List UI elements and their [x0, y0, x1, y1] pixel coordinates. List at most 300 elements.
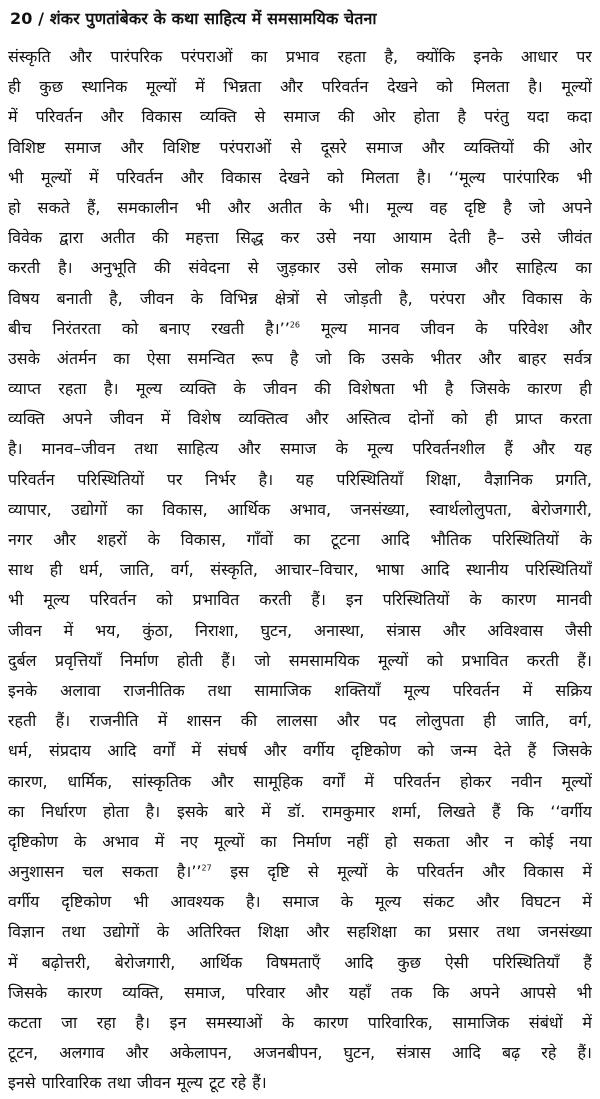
word: समाज	[279, 439, 317, 459]
word: दृष्टिकोण	[61, 892, 112, 912]
text-line	[8, 646, 592, 676]
word: टूटना	[330, 530, 361, 549]
word: में	[160, 409, 171, 429]
word: की	[314, 379, 331, 399]
word: आयाम	[392, 228, 432, 248]
word: अजनबीपन,	[253, 1043, 323, 1063]
word: अपने	[62, 409, 93, 429]
word: प्राप्त	[515, 409, 543, 429]
word: समस्याओं	[205, 1013, 263, 1032]
word: है।	[245, 892, 261, 912]
word: में	[157, 711, 168, 731]
word: करता	[559, 409, 592, 429]
word: अविश्वास	[487, 620, 544, 640]
footnote-ref: 27	[201, 863, 212, 873]
word: सकता	[121, 862, 159, 882]
word: संत्रास	[386, 620, 421, 640]
word: है	[444, 379, 454, 399]
word: है।	[416, 167, 432, 187]
word: जनसंख्या	[537, 922, 592, 942]
word: और	[442, 620, 466, 640]
word: मिलता	[471, 77, 510, 97]
word: बीच	[8, 318, 32, 338]
word: पारंपारिक	[502, 167, 559, 187]
word: आर्थिक	[199, 952, 243, 972]
word: व्यक्तियों	[463, 137, 514, 157]
word: अंतर्मन	[56, 348, 97, 368]
word: जोड़ती	[344, 288, 383, 308]
word: और	[280, 77, 303, 97]
word: व्यक्ति	[179, 379, 217, 399]
word: रहता	[58, 379, 87, 399]
word: नवीन	[511, 771, 542, 791]
word: आर्थिक	[227, 499, 271, 519]
word: जुड़कार	[276, 258, 320, 278]
word: परिवर्तन	[8, 469, 55, 489]
word: में	[191, 741, 202, 761]
word: डॉ.	[287, 801, 306, 821]
word: वह	[429, 197, 448, 217]
word: में	[582, 862, 592, 882]
word: मूल्यों	[377, 650, 409, 670]
word: मूल्यों	[561, 77, 592, 97]
word: नए	[180, 831, 199, 851]
word: आदि	[420, 560, 450, 580]
word: परिस्थितियों	[77, 469, 145, 489]
word: नहीं	[347, 831, 369, 851]
word: आधार	[520, 47, 558, 66]
word: अनुभूति	[90, 258, 137, 278]
word: में	[8, 952, 18, 972]
word: करती	[526, 650, 559, 670]
word: मूल्य	[176, 1073, 203, 1093]
word: पारिवारिक,	[367, 1013, 433, 1032]
word: समाज	[282, 892, 319, 912]
word: ओर	[569, 137, 592, 157]
word: है।	[104, 379, 119, 399]
word: को	[436, 77, 453, 97]
word: में	[89, 167, 99, 187]
word: देखने	[279, 167, 310, 187]
word: परिवर्तन	[416, 862, 464, 882]
word: भी	[133, 892, 149, 912]
word: लोक	[375, 258, 403, 278]
word: की	[533, 137, 550, 157]
word: और	[306, 922, 330, 942]
word: भी	[576, 167, 592, 187]
word: आदि	[380, 530, 410, 549]
word: सकता	[413, 831, 450, 851]
word: मूल्य	[386, 197, 413, 217]
word: परंपराओं	[180, 47, 233, 66]
word: में	[364, 771, 374, 791]
word: इनसे	[8, 1073, 36, 1093]
word: है,	[109, 288, 123, 308]
word: का	[250, 47, 268, 66]
word: उद्योगों	[102, 922, 140, 942]
word: है	[290, 348, 299, 368]
word: से	[316, 288, 328, 308]
word: आचार–विचार,	[274, 560, 359, 580]
word: भीतर	[430, 348, 462, 368]
word: जन्म	[450, 741, 478, 761]
word: भी।	[348, 197, 370, 217]
word: होता	[103, 801, 129, 821]
word: और	[100, 107, 124, 127]
word: और	[305, 409, 329, 429]
word: उसे	[316, 228, 337, 248]
word: सामूहिक	[253, 771, 303, 791]
word: और	[569, 318, 592, 338]
word: परिस्थितियाँ	[492, 952, 560, 972]
word: समकालीन	[117, 197, 179, 217]
word: की	[337, 107, 355, 127]
word: संप्रदाय	[49, 741, 91, 761]
word: धर्म,	[8, 741, 33, 761]
text-line	[8, 676, 592, 706]
word: वर्ग,	[170, 560, 194, 580]
word: प्रगति,	[555, 469, 592, 489]
word: विशिष्ट	[162, 137, 201, 157]
text-line	[8, 434, 592, 464]
word: और	[263, 741, 287, 761]
word: कुछ	[39, 77, 63, 97]
word: भी	[195, 197, 211, 217]
word: समन्वित	[187, 348, 235, 368]
word: के	[579, 530, 592, 549]
word: है	[503, 197, 512, 217]
word: होता	[413, 107, 440, 127]
text-line	[8, 253, 592, 283]
word: जो	[254, 650, 271, 670]
word: भाषा	[375, 560, 404, 580]
word: वर्गीय	[8, 892, 40, 912]
word: सांस्कृतिक	[132, 771, 192, 791]
word: का	[126, 499, 144, 519]
word: है।	[528, 77, 543, 97]
word: तक	[391, 982, 413, 1002]
word: यह	[295, 469, 314, 489]
word: की	[154, 258, 171, 278]
word: स्थानिक	[81, 77, 128, 97]
text-line	[8, 857, 592, 887]
word: समाज	[64, 137, 102, 157]
word: सामाजिक	[452, 1013, 510, 1032]
word: कि	[348, 348, 365, 368]
word: अपने	[561, 197, 592, 217]
word: संत्रास	[396, 1043, 431, 1063]
word: हो	[384, 831, 398, 851]
word: समाज	[420, 258, 458, 278]
word: मूल्यों	[41, 167, 72, 187]
word: जीवन	[139, 288, 174, 308]
word: के	[319, 197, 332, 217]
word: जीवन	[137, 1073, 171, 1093]
word: जाति,	[119, 560, 155, 580]
word: कि	[517, 801, 534, 821]
word: धर्म,	[78, 560, 104, 580]
word: और	[336, 711, 360, 731]
word: जिसके	[552, 741, 592, 761]
word: दृष्टि	[267, 862, 290, 882]
word: और	[478, 348, 502, 368]
text-line	[8, 1008, 592, 1038]
word: भौतिक	[430, 530, 472, 549]
word: और	[476, 892, 500, 912]
word: अभाव,	[289, 499, 332, 519]
word: क्षेत्रों	[274, 288, 300, 308]
word: रहता	[337, 47, 366, 66]
word: विवेक	[8, 228, 43, 248]
word: विभिन्न	[220, 288, 258, 308]
word: को	[121, 318, 139, 338]
word: कुछ	[397, 952, 421, 972]
word: के	[190, 288, 204, 308]
word: वर्गों	[322, 771, 345, 791]
word: मूल्यों	[561, 771, 592, 791]
word: निराशा,	[194, 620, 239, 640]
word: है,	[384, 47, 399, 66]
word: उसे	[521, 228, 541, 248]
word: कदा	[566, 107, 592, 127]
word: अनुशासन	[8, 862, 64, 882]
word: द्वारा	[59, 228, 84, 248]
word: और	[125, 1043, 149, 1063]
word: विशेषता	[348, 379, 395, 399]
word: आदि	[451, 1043, 481, 1063]
word: परिवर्तन	[452, 680, 500, 700]
word: है।	[145, 801, 161, 821]
word: ही	[49, 560, 63, 580]
word: ही	[485, 409, 498, 429]
word: विशिष्ट	[8, 137, 46, 157]
word: मानव–जीवन	[41, 439, 116, 459]
word: संस्कृति	[8, 47, 51, 66]
word: को	[426, 650, 444, 670]
word: जीवंत	[557, 228, 592, 248]
word: जाति,	[515, 711, 550, 731]
word: परिवर्तन	[89, 590, 137, 610]
word: पारंपरिक	[110, 47, 163, 66]
word: लिखते	[438, 801, 476, 821]
word: जो	[315, 348, 332, 368]
word: गाँवों	[246, 530, 273, 549]
word: इनके	[8, 680, 38, 700]
text-line	[8, 193, 592, 223]
word: घुटन,	[260, 620, 293, 640]
text-line	[8, 404, 592, 434]
word: ‘‘मूल्य	[448, 167, 486, 187]
word: जो	[528, 197, 545, 217]
word: विकास	[221, 167, 262, 187]
word: को	[451, 409, 468, 429]
text-line	[8, 314, 592, 344]
word: दृष्टिकोण	[8, 831, 58, 851]
word: परंपराओं	[219, 137, 272, 157]
text-line	[8, 1068, 592, 1098]
word: इन	[169, 1013, 187, 1032]
word: मूल्य	[367, 439, 394, 459]
word: के	[340, 892, 354, 912]
word: तथा	[107, 1073, 131, 1093]
word: और	[305, 982, 329, 1002]
word: कर	[280, 228, 300, 248]
word: का	[260, 831, 277, 851]
text-line	[8, 344, 592, 374]
word: प्रवृत्तियाँ	[54, 650, 102, 670]
word: व्यक्ति	[199, 107, 237, 127]
word: है	[457, 107, 467, 127]
word: उद्योगों	[71, 499, 108, 519]
word: मूल्यों	[337, 862, 368, 882]
word: निर्भर	[205, 469, 236, 489]
word: तथा	[496, 922, 520, 942]
word: को	[156, 590, 173, 610]
text-line	[8, 706, 592, 736]
word: शिक्षा	[258, 922, 289, 942]
word: और	[227, 197, 251, 217]
word: वर्ग,	[568, 711, 592, 731]
word: कटता	[8, 1013, 42, 1032]
word: जैसी	[565, 620, 592, 640]
word: नया	[569, 831, 592, 851]
text-line	[8, 133, 592, 163]
word: के	[335, 439, 348, 459]
word: हैं	[527, 741, 537, 761]
word: विकास	[141, 107, 182, 127]
word: आपसे	[519, 982, 557, 1002]
word: का	[8, 801, 25, 821]
word: जीवन	[420, 318, 455, 338]
word: का	[113, 348, 130, 368]
word: के	[579, 288, 592, 308]
text-line	[8, 797, 592, 827]
word: के	[73, 831, 87, 851]
word: बेरोजगारी,	[114, 952, 176, 972]
word: पर	[166, 469, 183, 489]
word: समसामयिक	[288, 650, 360, 670]
word: परिस्थितियाँ	[336, 469, 404, 489]
word: है।’’$^{26}$	[265, 318, 300, 338]
word: कुंठा,	[142, 620, 174, 640]
word: साथ	[8, 560, 34, 580]
word: में	[582, 892, 592, 912]
word: का	[414, 922, 431, 942]
word: में	[582, 1013, 592, 1032]
word: कारण	[67, 982, 102, 1002]
word: बारे	[224, 801, 245, 821]
word: हो	[8, 197, 21, 217]
word: वर्गों	[152, 741, 175, 761]
word: संकट	[423, 892, 455, 912]
word: अकेलापन,	[169, 1043, 233, 1063]
word: विकास	[522, 288, 563, 308]
word: मिलता	[361, 167, 400, 187]
word: बाहर	[518, 348, 547, 368]
word: व्यक्तित्व	[238, 409, 289, 429]
word: समाज,	[184, 982, 226, 1002]
word: मानवी	[556, 590, 592, 610]
word: है।	[8, 439, 23, 459]
word: मूल्य	[374, 892, 402, 912]
word: का	[293, 530, 311, 549]
word: इनके	[473, 47, 503, 66]
word: अतिरिक्त	[186, 922, 241, 942]
word: महत्ता	[185, 228, 219, 248]
word: इन	[345, 590, 363, 610]
word: जीवन	[109, 409, 144, 429]
word: लोलुपता	[415, 711, 464, 731]
word: विघटन	[520, 892, 561, 912]
word: वर्गीय	[303, 741, 335, 761]
word: परंपरा	[429, 288, 466, 308]
text-line	[8, 616, 592, 646]
word: को	[327, 167, 344, 187]
word: समाज	[283, 107, 320, 127]
word: कारण,	[8, 771, 48, 791]
word: बनाती	[56, 288, 93, 308]
word: यदा	[526, 107, 549, 127]
word: अलगाव	[59, 1043, 105, 1063]
word: साहित्य	[177, 439, 219, 459]
word: सक्रिय	[555, 680, 592, 700]
body-paragraph	[8, 42, 592, 1099]
word: परिस्थितियों	[382, 590, 450, 610]
word: के	[281, 1013, 295, 1032]
word: देती	[448, 228, 471, 248]
word: हैं	[491, 801, 501, 821]
word: रहा	[96, 1013, 116, 1032]
word: भी	[576, 982, 592, 1002]
word: व्यक्ति,	[122, 982, 164, 1002]
word: संस्कृति,	[210, 560, 258, 580]
word: निर्माण	[292, 831, 332, 851]
word: और	[482, 288, 506, 308]
word: राजनीति	[89, 711, 139, 731]
text-line	[8, 374, 592, 404]
word: अस्तित्व	[345, 409, 391, 429]
word: ही	[8, 77, 21, 97]
word: के	[469, 590, 482, 610]
word: के	[147, 530, 160, 549]
word: के	[475, 318, 488, 338]
word: जिसके	[8, 982, 48, 1002]
word: मानव	[368, 318, 400, 338]
word: करती	[259, 590, 292, 610]
word: टूट	[208, 1073, 226, 1093]
word: तथा	[207, 680, 232, 700]
word: की	[240, 711, 258, 731]
word: ही	[483, 711, 496, 731]
word: प्रसार	[448, 922, 479, 942]
word: दुर्बल	[8, 650, 37, 670]
word: संघर्ष	[217, 741, 248, 761]
word: राजनीतिक	[123, 680, 185, 700]
word: के	[233, 379, 246, 399]
text-line	[8, 555, 592, 585]
word: ‘‘वर्गीय	[550, 801, 592, 821]
word: परिस्थितियाँ	[525, 560, 592, 580]
word: करती	[8, 258, 41, 278]
word: हैं,	[86, 197, 101, 217]
word: दोनों	[408, 409, 434, 429]
word: दृष्टि	[464, 197, 487, 217]
word: रामकुमार	[322, 801, 375, 821]
word: टूटन,	[8, 1043, 39, 1063]
word: शर्मा,	[391, 801, 422, 821]
text-line	[8, 917, 592, 947]
text-line	[8, 827, 592, 857]
